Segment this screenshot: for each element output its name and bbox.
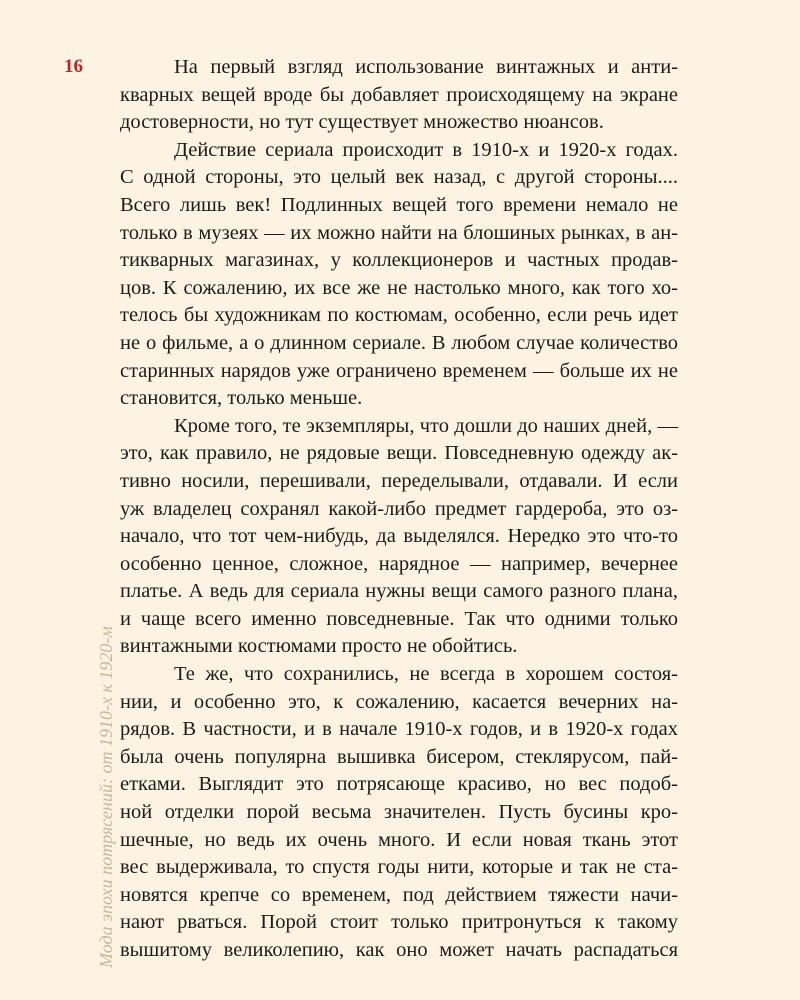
text-line: уж владелец сохранял какой-либо предмет гардероба, это оз-: [120, 497, 678, 520]
text-line: Кроме того, те экземпляры, что дошли до наших дней, —: [174, 414, 678, 437]
text-line: достоверности, но тут существует множество нюансов.: [120, 111, 604, 134]
text-line: была очень популярна вышивка бисером, стеклярусом, пай-: [120, 745, 678, 768]
text-line: рядов. В частности, и в начале 1910-х годов, и в 1920-х годах: [120, 718, 678, 741]
text-line: тивно носили, перешивали, переделывали, отдавали. И если: [120, 469, 678, 492]
text-line: На первый взгляд использование винтажных и анти-: [174, 56, 678, 78]
text-line: кварных вещей вроде бы добавляет происходящему на экране: [120, 83, 678, 106]
page-number: 16: [64, 56, 83, 77]
text-line: только в музеях — их можно найти на блошиных рынках, в ан-: [120, 221, 678, 244]
text-line: винтажными костюмами просто не обойтись.: [120, 635, 518, 658]
text-line: и чаще всего именно повседневные. Так что одними только: [120, 607, 678, 630]
text-line: С одной стороны, это целый век назад, с другой стороны....: [120, 166, 678, 189]
running-title-text: Мода эпохи потрясений: от 1910-х к 1920-м: [96, 626, 116, 968]
text-line: становится, только меньше.: [120, 387, 363, 410]
text-line: платье. А ведь для сериала нужны вещи самого разного плана,: [120, 580, 678, 603]
text-line: старинных нарядов уже ограничено временем — больше их не: [120, 359, 678, 382]
text-line: особенно ценное, сложное, нарядное — например, вечернее: [120, 552, 678, 575]
text-line: шечные, но ведь их очень много. И если новая ткань этот: [120, 828, 678, 851]
text-line: вышитому великолепию, как оно может начать распадаться: [120, 939, 678, 961]
text-line: это, как правило, не рядовые вещи. Повседневную одежду ак-: [120, 442, 678, 465]
text-line: тикварных магазинах, у коллекционеров и частных продав-: [120, 249, 678, 272]
text-line: Всего лишь век! Подлинных вещей того времени немало не: [120, 193, 678, 216]
text-line: Действие сериала происходит в 1910-х и 1920-х годах.: [174, 138, 678, 161]
text-line: новятся крепче со временем, под действием тяжести начи-: [120, 883, 678, 906]
text-line: не о фильме, а о длинном сериале. В любом случае количество: [120, 331, 678, 354]
text-line: телось бы художникам по костюмам, особенно, если речь идет: [120, 304, 678, 327]
text-line: цов. К сожалению, их все же не настолько много, как того хо-: [120, 276, 678, 299]
text-line: ной отделки порой весьма значителен. Пусть бусины кро-: [120, 801, 678, 824]
text-line: начало, что тот чем-нибудь, да выделялся. Нередко это что-то: [120, 525, 678, 548]
text-line: етками. Выглядит это потрясающе красиво, но вес подоб-: [120, 773, 678, 796]
body-text: [120, 54, 678, 965]
text-line: нают рваться. Порой стоит только притронуться к такому: [120, 911, 678, 934]
text-line: нии, и особенно это, к сожалению, касается вечерних на-: [120, 690, 678, 713]
text-line: Те же, что сохранились, не всегда в хорошем состоя-: [174, 663, 678, 686]
text-line: вес выдерживала, то спустя годы нити, которые и так не ста-: [120, 856, 678, 879]
